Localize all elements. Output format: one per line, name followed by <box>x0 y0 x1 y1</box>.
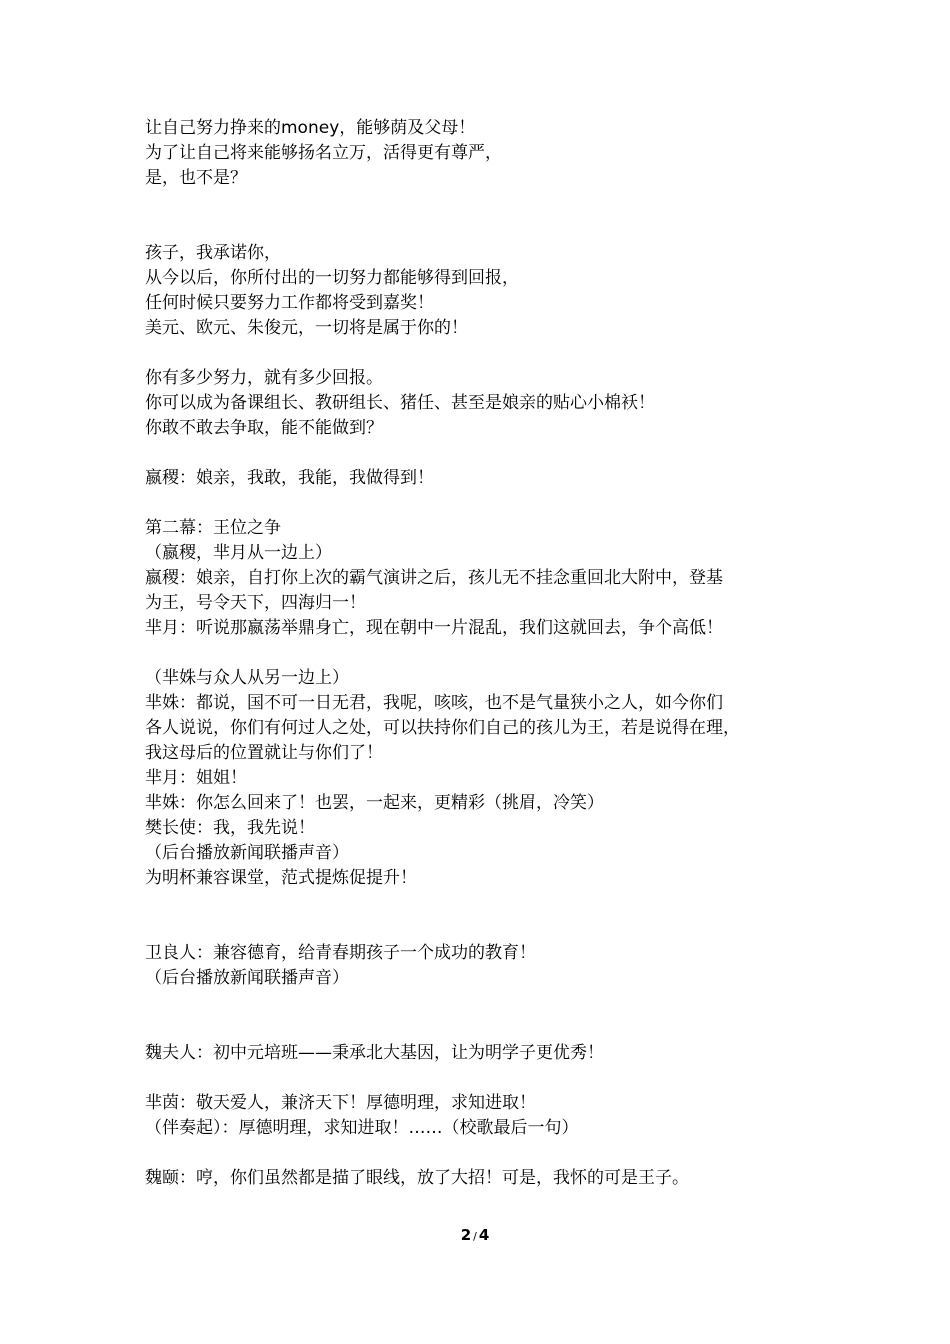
dialogue-line: 我这母后的位置就让与你们了！ <box>145 743 383 763</box>
text-line: 你有多少努力，就有多少回报。 <box>145 368 383 388</box>
text-line: 美元、欧元、朱俊元，一切将是属于你的！ <box>145 318 468 338</box>
dialogue-line: 卫良人：兼容德育，给青春期孩子一个成功的教育！ <box>145 943 536 963</box>
dialogue-line: 芈茵：敬天爱人，兼济天下！厚德明理，求知进取！ <box>145 1093 536 1113</box>
dialogue-line: 芈月：听说那嬴荡举鼎身亡，现在朝中一片混乱，我们这就回去，争个高低！ <box>145 618 723 638</box>
page-number <box>0 1226 950 1244</box>
blank-line <box>145 1066 825 1091</box>
stage-direction: （伴奏起）：厚德明理，求知进取！……（校歌最后一句） <box>145 1118 579 1138</box>
blank-line <box>145 916 825 941</box>
script-text <box>145 116 825 1191</box>
dialogue-line: 魏颐：哼，你们虽然都是描了眼线，放了大招！可是，我怀的可是王子。 <box>145 1168 689 1188</box>
blank-line <box>145 191 825 216</box>
page-separator: / <box>473 1230 477 1243</box>
text-line: 为了让自己将来能够扬名立万，活得更有尊严， <box>145 143 502 163</box>
dialogue-line: 芈姝：都说，国不可一日无君，我呢，咳咳，也不是气量狭小之人，如今你们 <box>145 693 723 713</box>
text-line: 你可以成为备课组长、教研组长、猪任、甚至是娘亲的贴心小棉袄！ <box>145 393 655 413</box>
stage-direction: （芈姝与众人从另一边上） <box>145 668 349 688</box>
text-line: 为明杯兼容课堂，范式提炼促提升！ <box>145 868 417 888</box>
total-pages: 4 <box>478 1226 490 1244</box>
text-line: 任何时候只要努力工作都将受到嘉奖！ <box>145 293 434 313</box>
dialogue-line: 芈姝：你怎么回来了！也罢，一起来，更精彩（挑眉，冷笑） <box>145 793 604 813</box>
blank-line <box>145 341 825 366</box>
blank-line <box>145 991 825 1016</box>
current-page: 2 <box>460 1226 472 1244</box>
dialogue-line: 嬴稷：娘亲，我敢，我能，我做得到！ <box>145 468 434 488</box>
blank-line <box>145 1016 825 1041</box>
text-line: 从今以后，你所付出的一切努力都能够得到回报， <box>145 268 519 288</box>
blank-line <box>145 491 825 516</box>
blank-line <box>145 216 825 241</box>
stage-direction: （后台播放新闻联播声音） <box>145 843 349 863</box>
dialogue-line: 魏夫人：初中元培班——秉承北大基因，让为明学子更优秀！ <box>145 1043 604 1063</box>
text-line: 你敢不敢去争取，能不能做到？ <box>145 418 383 438</box>
text-line: 让自己努力挣来的money，能够荫及父母！ <box>145 118 476 138</box>
dialogue-line: 芈月：姐姐！ <box>145 768 247 788</box>
dialogue-line: 为王，号令天下，四海归一！ <box>145 593 366 613</box>
dialogue-line: 嬴稷：娘亲，自打你上次的霸气演讲之后，孩儿无不挂念重回北大附中，登基 <box>145 568 723 588</box>
stage-direction: （后台播放新闻联播声音） <box>145 968 349 988</box>
dialogue-line: 各人说说，你们有何过人之处，可以扶持你们自己的孩儿为王，若是说得在理， <box>145 718 740 738</box>
text-line: 是，也不是？ <box>145 168 247 188</box>
blank-line <box>145 441 825 466</box>
blank-line <box>145 891 825 916</box>
blank-line <box>145 641 825 666</box>
blank-line <box>145 1141 825 1166</box>
stage-direction: （嬴稷，芈月从一边上） <box>145 543 332 563</box>
act-heading: 第二幕：王位之争 <box>145 518 281 538</box>
text-line: 孩子，我承诺你， <box>145 243 281 263</box>
dialogue-line: 樊长使：我，我先说！ <box>145 818 315 838</box>
